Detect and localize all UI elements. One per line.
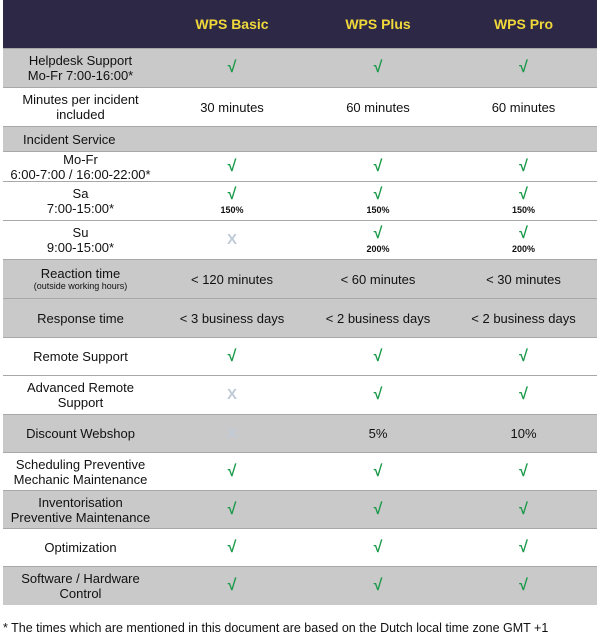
check-icon: √: [519, 500, 528, 518]
value-cell: [158, 311, 306, 326]
row-label-line: Preventive Maintenance: [10, 509, 151, 525]
value-text: < 3 business days: [179, 310, 285, 326]
table-row: [3, 220, 597, 259]
value-text: 60 minutes: [491, 99, 556, 115]
value-cell: [158, 100, 306, 115]
value-text: 5%: [368, 426, 388, 441]
row-label: [3, 457, 158, 487]
check-icon: √: [227, 347, 237, 365]
value-cell: [450, 226, 597, 254]
row-label: [3, 349, 158, 364]
table-row: [3, 48, 597, 87]
row-label: [3, 540, 158, 555]
check-icon: √: [519, 347, 528, 365]
value-cell: [450, 426, 597, 441]
table-row: [3, 298, 597, 337]
header-wps-plus: WPS Plus: [345, 16, 411, 32]
row-label: [3, 92, 158, 122]
check-icon: √: [227, 157, 237, 175]
value-cell: [158, 159, 306, 175]
value-cell: [306, 100, 450, 115]
value-cell: [306, 60, 450, 76]
check-icon: √: [519, 577, 528, 594]
row-label-line: Inventorisation: [38, 494, 123, 510]
table-row: [3, 337, 597, 375]
value-cell: [450, 349, 597, 365]
row-label: [3, 53, 158, 83]
value-cell: [158, 578, 306, 594]
value-cell: [306, 387, 450, 403]
value-cell: [158, 60, 306, 76]
check-icon: √: [227, 577, 237, 594]
check-icon: √: [519, 538, 528, 556]
row-label-line: Su: [72, 225, 89, 240]
value-cell: [306, 159, 450, 175]
row-label-line: Sa: [72, 186, 89, 201]
row-label: [3, 380, 158, 410]
row-label-line: included: [56, 107, 105, 122]
header-wps-basic: WPS Basic: [195, 16, 269, 32]
value-cell: [158, 272, 306, 287]
row-label-line: Discount Webshop: [26, 426, 135, 441]
check-icon: √: [373, 500, 383, 518]
table-row: [3, 528, 597, 566]
surcharge-percent: 150%: [511, 205, 536, 215]
cross-icon: X: [226, 231, 237, 248]
row-label-line: Response time: [37, 310, 124, 326]
check-icon: √: [519, 59, 528, 76]
row-label-line: Control: [59, 586, 102, 601]
value-text: < 30 minutes: [486, 271, 561, 287]
value-cell: [158, 387, 306, 403]
value-cell: [450, 502, 597, 518]
row-label: [3, 152, 158, 182]
check-icon: √: [227, 538, 237, 556]
row-label-line: Reaction time: [40, 266, 121, 281]
footnote: * The times which are mentioned in this document are based on the Dutch local time zone GMT +1: [3, 621, 549, 635]
value-cell: [306, 272, 450, 287]
row-label-line: Software / Hardware: [21, 571, 140, 586]
value-cell: [450, 187, 597, 215]
row-label: [3, 266, 158, 292]
row-label: [3, 132, 158, 147]
surcharge-percent: 200%: [366, 244, 390, 254]
row-label: [3, 495, 158, 525]
value-cell: [158, 464, 306, 480]
value-cell: [306, 311, 450, 326]
value-text: < 2 business days: [325, 310, 431, 326]
check-icon: √: [373, 386, 383, 403]
comparison-table: [3, 0, 597, 605]
check-icon: √: [373, 577, 383, 594]
cross-icon: X: [226, 386, 237, 403]
table-row: [3, 181, 597, 220]
value-cell: [306, 426, 450, 441]
row-label-line: Scheduling Preventive: [15, 456, 146, 472]
row-label-line: Minutes per incident: [22, 92, 139, 107]
value-cell: [158, 426, 306, 442]
table-body: [3, 48, 597, 605]
value-text: 10%: [510, 426, 537, 441]
row-label: [3, 311, 158, 326]
check-icon: √: [373, 59, 383, 76]
check-icon: √: [373, 538, 383, 556]
table-row: [3, 414, 597, 452]
table-row: [3, 151, 597, 181]
header-wps-pro: WPS Pro: [493, 16, 554, 32]
row-label-line: Optimization: [44, 540, 117, 555]
row-label-line: Support: [57, 395, 104, 410]
check-icon: √: [227, 59, 237, 76]
surcharge-percent: 150%: [220, 205, 244, 215]
row-label-line: Mo-Fr: [63, 151, 98, 167]
value-cell: [158, 349, 306, 365]
table-row: [3, 566, 597, 605]
value-cell: [450, 100, 597, 115]
row-label-line: Incident Service: [23, 131, 116, 147]
surcharge-percent: 150%: [366, 205, 390, 215]
check-icon: √: [373, 186, 383, 203]
row-label: [3, 426, 158, 441]
row-label-line: 7:00-15:00*: [46, 201, 115, 216]
row-label-line: 6:00-7:00 / 16:00-22:00*: [10, 166, 151, 182]
row-label-line: Mechanic Maintenance: [13, 471, 148, 487]
value-cell: [450, 311, 597, 326]
check-icon: √: [227, 500, 237, 518]
row-label-line: Remote Support: [33, 349, 128, 364]
value-cell: [158, 502, 306, 518]
value-cell: [158, 232, 306, 248]
row-label-line: Advanced Remote: [27, 380, 134, 395]
value-cell: [450, 387, 597, 403]
table-row: [3, 259, 597, 298]
value-cell: [306, 502, 450, 518]
row-label-line: 9:00-15:00*: [46, 240, 115, 255]
value-cell: [450, 60, 597, 76]
check-icon: √: [519, 186, 528, 203]
row-label-line: Helpdesk Support: [28, 53, 133, 68]
check-icon: √: [373, 157, 383, 175]
value-text: < 2 business days: [471, 310, 576, 326]
value-cell: [158, 187, 306, 215]
check-icon: √: [227, 186, 237, 203]
value-text: 30 minutes: [200, 99, 264, 115]
value-text: < 120 minutes: [190, 271, 274, 287]
row-label-line: Mo-Fr 7:00-16:00*: [27, 68, 134, 83]
surcharge-percent: 200%: [511, 244, 536, 254]
table-row: [3, 452, 597, 490]
value-cell: [450, 464, 597, 480]
check-icon: √: [519, 157, 528, 175]
check-icon: √: [373, 462, 383, 480]
value-cell: [450, 578, 597, 594]
value-cell: [306, 187, 450, 215]
value-cell: [306, 540, 450, 556]
check-icon: √: [519, 462, 528, 480]
table-row: [3, 490, 597, 528]
table-header: [3, 0, 597, 48]
cross-icon: X: [226, 424, 237, 442]
row-label: [3, 186, 158, 216]
value-text: < 60 minutes: [340, 271, 416, 287]
row-label-line: (outside working hours): [33, 281, 128, 291]
table-row: [3, 87, 597, 126]
row-label: [3, 571, 158, 601]
check-icon: √: [373, 225, 383, 242]
value-cell: [158, 540, 306, 556]
value-cell: [306, 349, 450, 365]
check-icon: √: [227, 462, 237, 480]
value-cell: [306, 464, 450, 480]
value-text: 60 minutes: [346, 99, 410, 115]
value-cell: [450, 272, 597, 287]
check-icon: √: [519, 225, 528, 242]
check-icon: √: [519, 386, 528, 403]
table-row: [3, 126, 597, 151]
table-row: [3, 375, 597, 414]
value-cell: [450, 540, 597, 556]
value-cell: [306, 578, 450, 594]
row-label: [3, 225, 158, 255]
value-cell: [306, 226, 450, 254]
value-cell: [450, 159, 597, 175]
check-icon: √: [373, 347, 383, 365]
